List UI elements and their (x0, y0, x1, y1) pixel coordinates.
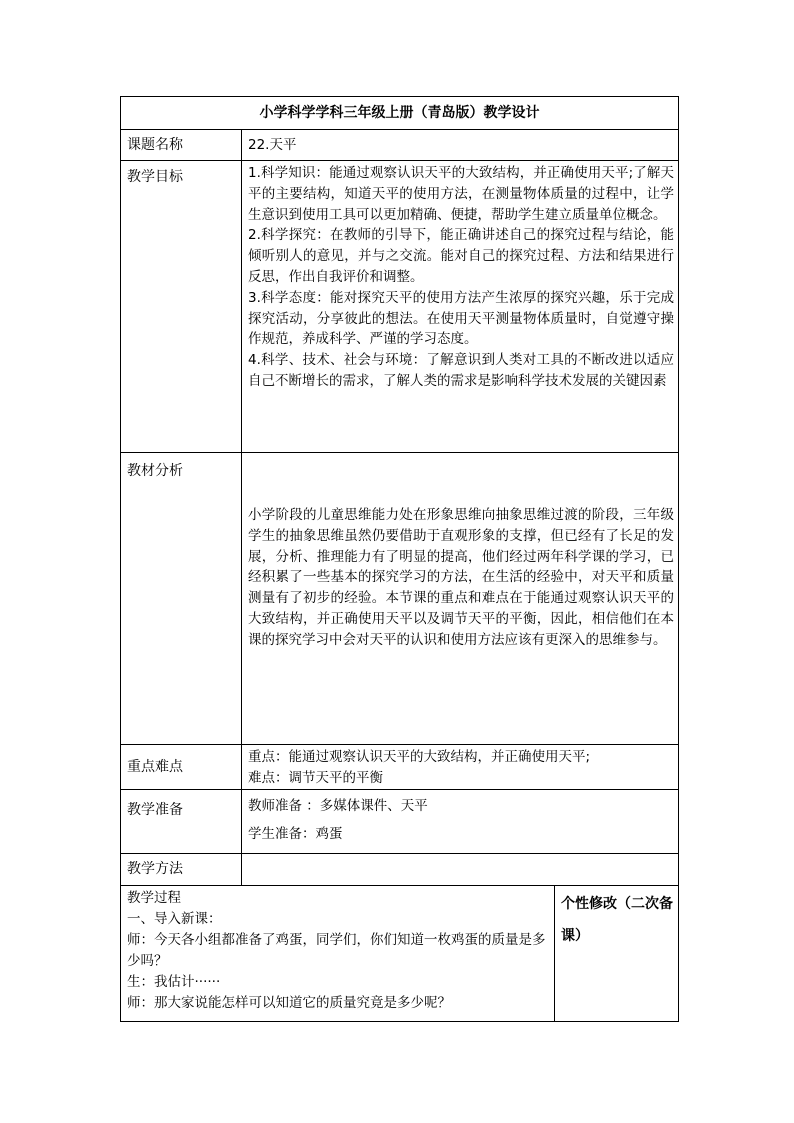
topic-value: 22.天平 (242, 130, 679, 161)
key-points-label: 重点难点 (121, 745, 242, 790)
method-label: 教学方法 (121, 853, 242, 885)
process-line: 师：今天各小组都准备了鸡蛋，同学们，你们知道一枚鸡蛋的质量是多少吗？ (127, 931, 546, 969)
personal-revision-label: 个性修改（二次备课） (555, 885, 679, 1021)
document-title: 小学科学学科三年级上册（青岛版）教学设计 (121, 97, 679, 130)
objective-item: 1.科学知识：能通过观察认识天平的大致结构，并正确使用天平;了解天平的主要结构，知道天平的使用方法，在测量物体质量的过程中，让学生意识到使用工具可以更加精确、便捷，帮助学生建立质量单位概念。 (248, 165, 675, 223)
objectives-content (242, 161, 679, 453)
process-content (121, 885, 555, 1021)
process-line: 一、导入新课： (127, 910, 222, 927)
lesson-plan-table (120, 96, 679, 1022)
analysis-label: 教材分析 (121, 453, 242, 745)
analysis-text: 小学阶段的儿童思维能力处在形象思维向抽象思维过渡的阶段，三年级学生的抽象思维虽然仍要借助于直观形象的支撑，但已经有了长足的发展，分析、推理能力有了明显的提高，他们经过两年科学课的学习，已经积累了一些基本的探究学习的方法，在生活的经验中，对天平和质量测量有了初步的经验。本节课的重点和难点在于能通过观察认识天平的大致结构，并正确使用天平以及调节天平的平衡，因此，相信他们在本课的探究学习中会对天平的认识和使用方法应该有更深入的思维参与。 (248, 507, 675, 648)
preparation-label: 教学准备 (121, 789, 242, 853)
topic-label: 课题名称 (121, 130, 242, 161)
title-row (121, 97, 679, 130)
objective-item: 4.科学、技术、社会与环境：了解意识到人类对工具的不断改进以适应自己不断增长的需求，了解人类的需求是影响科学技术发展的关键因素 (248, 352, 675, 389)
key-point-focus: 重点：能通过观察认识天平的大致结构，并正确使用天平; (248, 749, 591, 765)
key-points-row (121, 745, 679, 790)
analysis-content (242, 453, 679, 745)
objective-item: 2.科学探究：在教师的引导下，能正确讲述自己的探究过程与结论，能倾听别人的意见，并与之交流。能对自己的探究过程、方法和结果进行反思，作出自我评价和调整。 (248, 227, 675, 285)
process-line: 师：那大家说能怎样可以知道它的质量究竟是多少呢？ (127, 994, 451, 1011)
process-line: 生：我估计······ (127, 973, 221, 990)
preparation-content (242, 789, 679, 853)
objectives-label: 教学目标 (121, 161, 242, 453)
topic-row (121, 130, 679, 161)
teacher-preparation: 教师准备 ：多媒体课件、天平 (248, 797, 428, 814)
preparation-row (121, 789, 679, 853)
method-value (242, 853, 679, 885)
key-point-difficulty: 难点：调节天平的平衡 (248, 769, 383, 786)
student-preparation: 学生准备：鸡蛋 (248, 825, 343, 842)
objectives-row (121, 161, 679, 453)
analysis-row (121, 453, 679, 745)
objective-item: 3.科学态度：能对探究天平的使用方法产生浓厚的探究兴趣，乐于完成探究活动，分享彼此的想法。在使用天平测量物体质量时，自觉遵守操作规范，养成科学、严谨的学习态度。 (248, 289, 675, 348)
key-points-content (242, 745, 679, 790)
process-row (121, 885, 679, 1021)
lesson-plan-page (120, 96, 678, 1022)
method-row (121, 853, 679, 885)
process-label: 教学过程 (127, 889, 181, 906)
